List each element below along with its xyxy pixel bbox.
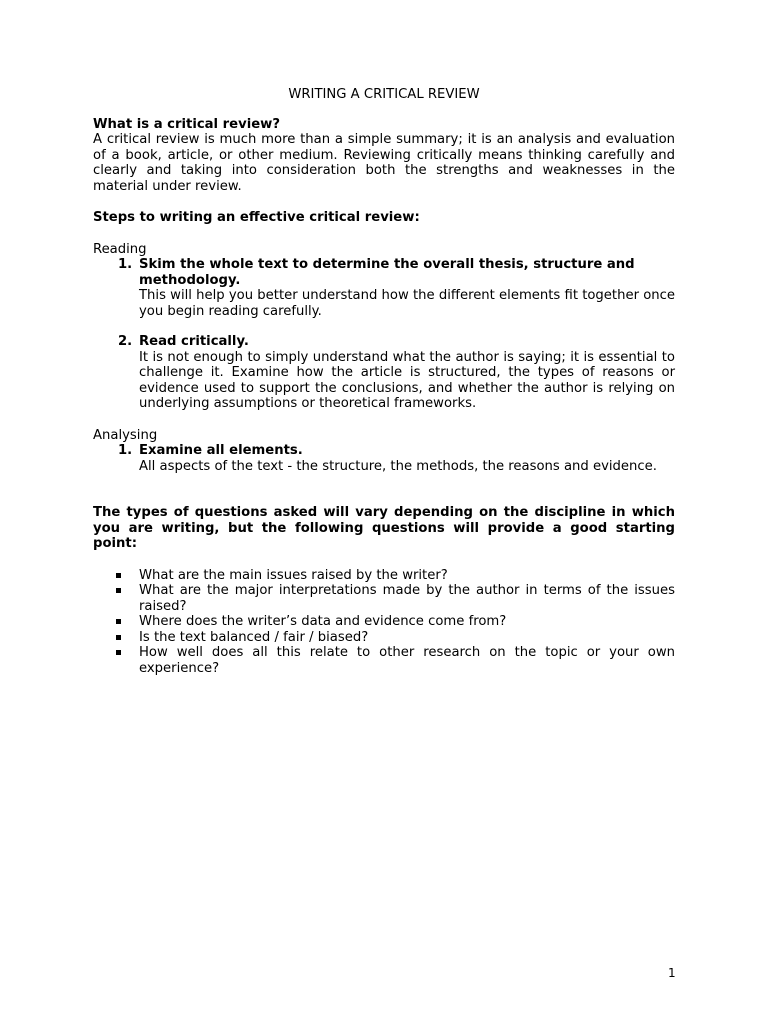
step-number: 1. bbox=[118, 257, 133, 272]
reading-steps-list bbox=[93, 257, 675, 412]
question-text: What are the major interpretations made by the author in terms of the issues raised? bbox=[139, 583, 675, 614]
step-number: 1. bbox=[118, 443, 133, 458]
question-text: Where does the writer’s data and evidence come from? bbox=[139, 614, 507, 629]
questions-list bbox=[93, 568, 675, 677]
document-content bbox=[93, 87, 675, 676]
questions-intro: The types of questions asked will vary depending on the discipline in which you are writing, but the following questions will provide a good starting point: bbox=[93, 505, 675, 551]
document-title: WRITING A CRITICAL REVIEW bbox=[288, 87, 480, 102]
bullet-icon bbox=[116, 588, 121, 593]
list-item bbox=[93, 334, 675, 412]
list-item bbox=[93, 614, 675, 630]
question-text: What are the main issues raised by the writer? bbox=[139, 567, 448, 583]
step-body: All aspects of the text - the structure, the methods, the reasons and evidence. bbox=[139, 458, 657, 474]
reading-heading: Reading bbox=[93, 241, 147, 257]
analysing-heading: Analysing bbox=[93, 427, 158, 443]
step-title: Skim the whole text to determine the overall thesis, structure and methodology. bbox=[139, 257, 635, 288]
list-item bbox=[93, 645, 675, 676]
bullet-icon bbox=[116, 619, 121, 624]
list-item bbox=[93, 257, 675, 319]
bullet-icon bbox=[116, 635, 121, 640]
step-body: It is not enough to simply understand what the author is saying; it is essential to challenge it. Examine how the article is structured, the types of reasons or evidence used to support the conclusions, and whether the author is relying on underlying assumptions or theoretical frameworks. bbox=[139, 349, 675, 411]
intro-heading: What is a critical review? bbox=[93, 116, 281, 132]
step-body: This will help you better understand how the different elements fit together once you begin reading carefully. bbox=[139, 288, 675, 319]
analysing-steps-list bbox=[93, 443, 675, 474]
bullet-icon bbox=[116, 650, 121, 655]
intro-body: A critical review is much more than a simple summary; it is an analysis and evaluation of a book, article, or other medium. Reviewing critically means thinking carefully and clearly and taking into consideration both the strengths and weaknesses in the material under review. bbox=[93, 132, 675, 194]
list-item bbox=[93, 443, 675, 474]
question-text: Is the text balanced / fair / biased? bbox=[139, 629, 369, 645]
page-number: 1 bbox=[668, 966, 676, 980]
question-text: How well does all this relate to other research on the topic or your own experience? bbox=[139, 645, 675, 676]
steps-heading: Steps to writing an effective critical review: bbox=[93, 210, 420, 225]
step-number: 2. bbox=[118, 334, 133, 349]
step-title: Examine all elements. bbox=[139, 443, 303, 458]
bullet-icon bbox=[116, 573, 121, 578]
step-title: Read critically. bbox=[139, 334, 249, 349]
list-item bbox=[93, 583, 675, 614]
list-item bbox=[93, 630, 675, 646]
list-item bbox=[93, 568, 675, 584]
